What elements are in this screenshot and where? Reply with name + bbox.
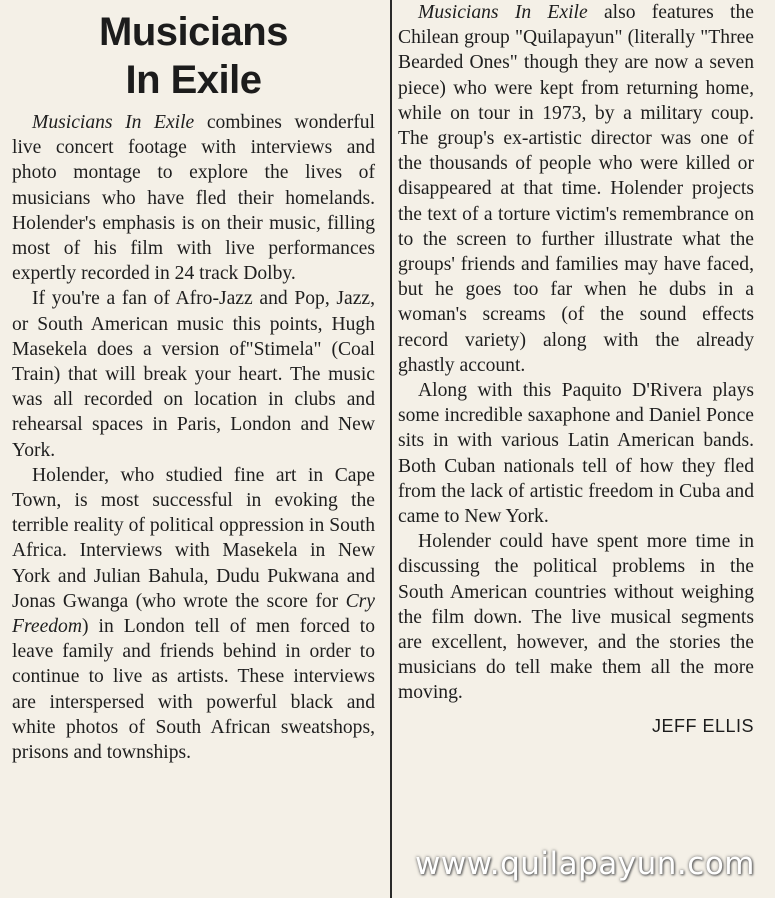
film-title: Musicians In Exile bbox=[418, 2, 588, 23]
left-paragraph-1: Musicians In Exile combines wonderful live concert footage with interviews and photo montage to explore the lives of musicians who have fled their homelands. Holender's emphasis is on their music, filling most of his film with live performances expertly recorded in 24 track Dolby. bbox=[12, 112, 375, 285]
left-column bbox=[12, 0, 375, 765]
right-paragraph-1: Musicians In Exile also features the Chilean group "Quilapayun" (literally "Three Bearded Ones" though they are now a seven piece) who were kept from returning home, while on tour in 1973, by a military coup. The group's ex-artistic director was one of the thousands of people who were killed or disappeared at that time. Holender projects the text of a torture victim's remembrance on to the screen to further illustrate what the groups' friends and families may have faced, but he goes too far when he dubs in a woman's screams (of the sound effects record variety) along with the already ghastly account. bbox=[398, 2, 754, 376]
left-paragraph-2: If you're a fan of Afro-Jazz and Pop, Jazz, or South American music this points, Hugh Masekela does a version of"Stimela" (Coal Train) that will break your heart. The music was all recorded on location in clubs and rehearsal spaces in Paris, London and New York. bbox=[12, 288, 375, 461]
article-headline bbox=[12, 8, 375, 104]
film-title: Musicians In Exile bbox=[32, 112, 195, 133]
byline: JEFF ELLIS bbox=[651, 715, 754, 736]
left-paragraph-3: Holender, who studied fine art in Cape Town, is most successful in evoking the terrible reality of political oppression in South Africa. Interviews with Masekela in New York and Julian Bahula, Dudu Pukwana and Jonas Gwanga (who wrote the score for Cry Freedom) in London tell of men forced to leave family and friends behind in order to continue to live as artists. These interviews are interspersed with powerful black and white photos of South African sweatshops, prisons and townships. bbox=[12, 464, 375, 764]
right-paragraph-2: Along with this Paquito D'Rivera plays some incredible saxaphone and Daniel Ponce sits in with various Latin American bands. Both Cuban nationals tell of how they fled from the lack of artistic freedom in Cuba and came to New York. bbox=[398, 380, 754, 528]
film-title-cry-freedom: Cry Freedom bbox=[12, 590, 375, 638]
column-divider bbox=[390, 0, 392, 898]
right-paragraph-3: Holender could have spent more time in discussing the political problems in the South American countries without weighing the film down. The live musical segments are excellent, however, and the stories the musicians do tell make them all the more moving. bbox=[398, 531, 754, 704]
headline-line-2: In Exile bbox=[125, 58, 262, 102]
right-column bbox=[398, 0, 754, 739]
site-watermark: www.quilapayun.com bbox=[415, 846, 755, 882]
headline-line-1: Musicians bbox=[99, 10, 288, 54]
